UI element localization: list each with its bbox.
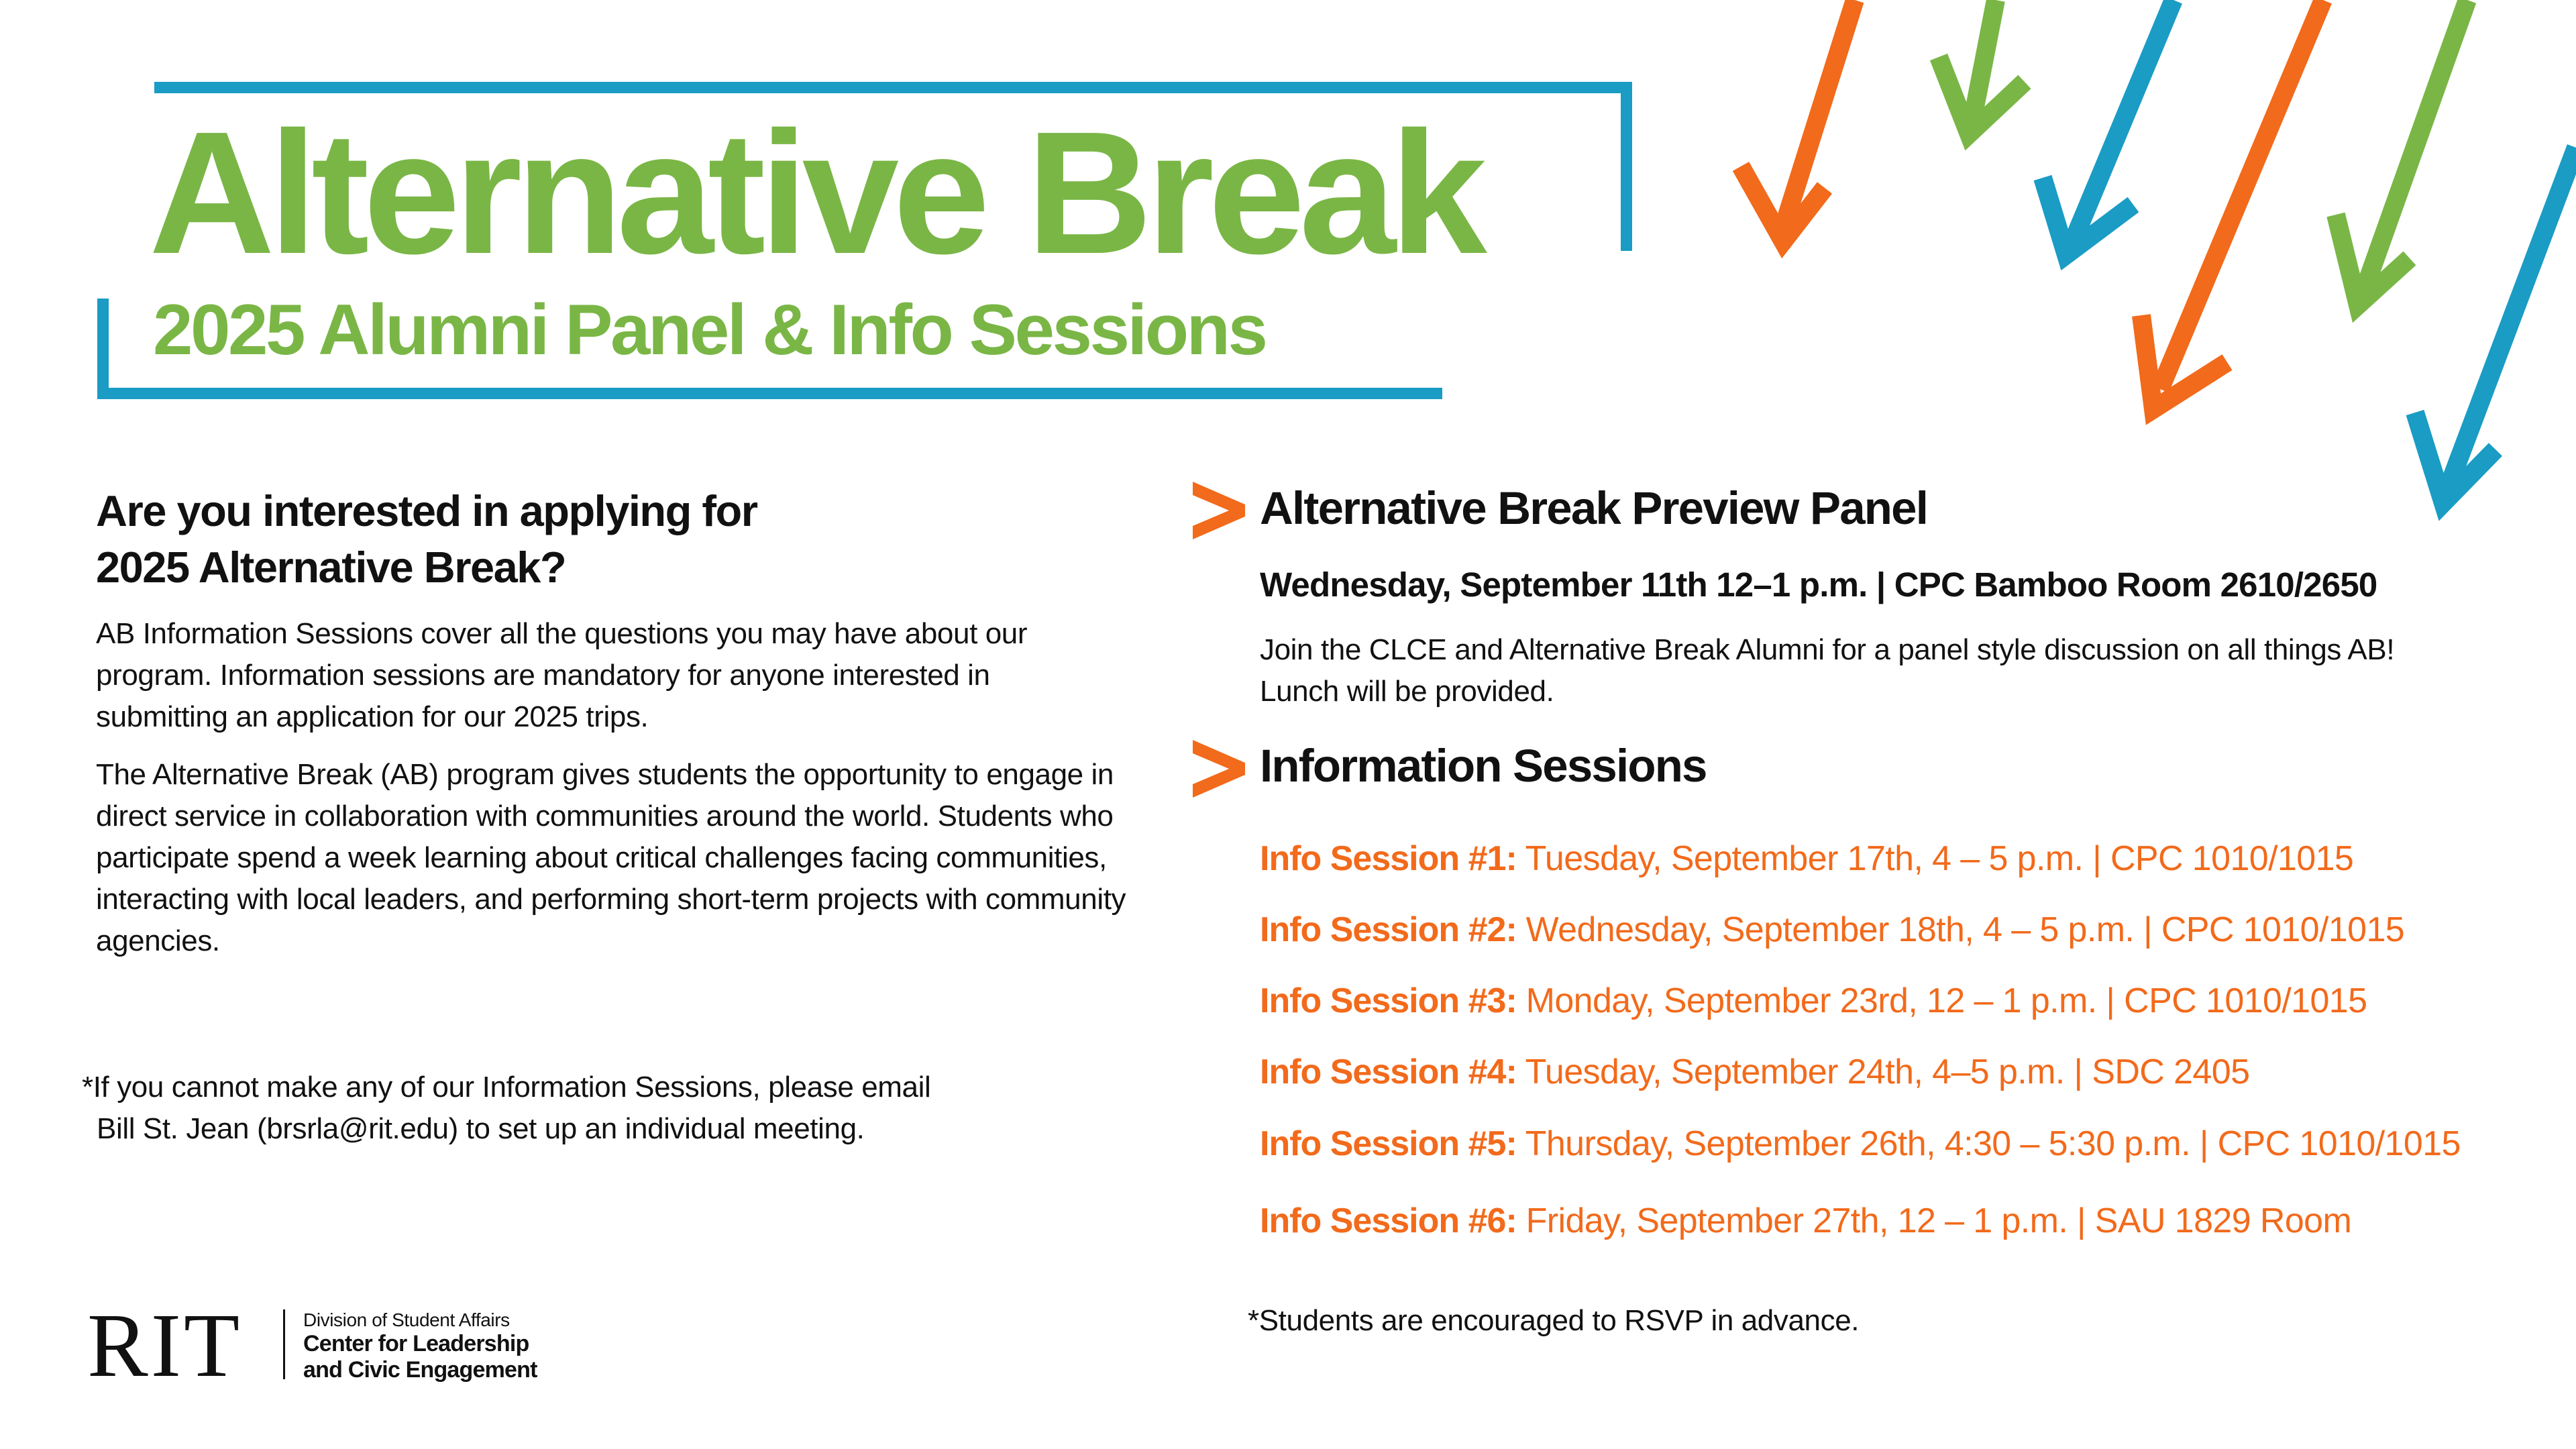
- header-frame-right: [1621, 82, 1632, 251]
- arrow-down-left-icon: [2336, 0, 2467, 305]
- rsvp-note: *Students are encouraged to RSVP in advance.: [1248, 1304, 1860, 1337]
- arrow-down-left-icon: [2141, 0, 2323, 409]
- session-label: Info Session #5:: [1260, 1124, 1517, 1163]
- session-details: Wednesday, September 18th, 4 – 5 p.m. | CPC 1010/1015: [1516, 910, 2405, 949]
- session-label: Info Session #3:: [1260, 981, 1517, 1020]
- session-details: Friday, September 27th, 12 – 1 p.m. | SAU 1829 Room: [1516, 1201, 2352, 1240]
- session-label: Info Session #1:: [1260, 839, 1517, 878]
- department-name: [303, 1309, 537, 1383]
- logo-divider: [283, 1309, 285, 1379]
- interest-question-line1: Are you interested in applying for: [96, 486, 757, 535]
- info-session-item: [1260, 1126, 2461, 1161]
- department-division: Division of Student Affairs: [303, 1309, 510, 1330]
- department-line2: Center for Leadership: [303, 1331, 529, 1356]
- session-label: Info Session #4:: [1260, 1053, 1517, 1091]
- individual-meeting-note: [82, 1067, 1115, 1150]
- session-details: Tuesday, September 24th, 4–5 p.m. | SDC 2405: [1516, 1053, 2250, 1091]
- header-frame-bottom: [97, 388, 1442, 399]
- note-line2: Bill St. Jean (brsrla@rit.edu) to set up an individual meeting.: [97, 1112, 865, 1145]
- arrow-down-left-icon: [2043, 0, 2174, 255]
- preview-panel-when: Wednesday, September 11th 12–1 p.m. | CPC Bamboo Room 2610/2650: [1260, 566, 2377, 604]
- interest-question: [96, 483, 1102, 596]
- info-session-item: [1260, 1055, 2249, 1089]
- chevron-right-icon: [1187, 476, 1254, 543]
- session-details: Tuesday, September 17th, 4 – 5 p.m. | CPC 1010/1015: [1516, 839, 2354, 878]
- info-sessions-heading: Information Sessions: [1260, 740, 1707, 792]
- preview-desc-line1: Join the CLCE and Alternative Break Alumni for a panel style discussion on all things AB!: [1260, 633, 2395, 666]
- department-line3: and Civic Engagement: [303, 1357, 537, 1383]
- rit-logo: RIT: [87, 1295, 243, 1396]
- arrow-down-left-icon: [1741, 0, 1855, 241]
- info-session-item: [1260, 1203, 2351, 1238]
- decorative-arrows: [1717, 0, 2576, 537]
- info-session-item: [1260, 841, 2353, 876]
- header-frame-top: [154, 82, 1632, 93]
- info-sessions-paragraph: AB Information Sessions cover all the questions you may have about our program. Information sessions are mandatory for anyone interested in submitting an application for our 2025 trips.: [96, 617, 1028, 733]
- info-session-item: [1260, 983, 2367, 1018]
- info-session-item: [1260, 912, 2404, 947]
- session-details: Thursday, September 26th, 4:30 – 5:30 p.m. | CPC 1010/1015: [1516, 1124, 2461, 1163]
- page-title: Alternative Break: [149, 96, 1481, 290]
- chevron-right-icon: [1187, 735, 1254, 802]
- preview-desc-line2: Lunch will be provided.: [1260, 675, 1554, 708]
- arrow-down-left-icon: [1939, 0, 2025, 134]
- program-description-paragraph: The Alternative Break (AB) program gives students the opportunity to engage in direct service in collaboration with communities around the world. Students who participate spend a week learning about critical challenges facing communities, interacting with local leaders, and performing short-term projects with community agencies.: [96, 758, 1126, 957]
- page-subtitle: 2025 Alumni Panel & Info Sessions: [153, 289, 1266, 370]
- preview-panel-heading: Alternative Break Preview Panel: [1260, 482, 1928, 534]
- note-line1: *If you cannot make any of our Information Sessions, please email: [82, 1071, 931, 1104]
- preview-panel-description: [1260, 629, 2521, 712]
- session-label: Info Session #6:: [1260, 1201, 1517, 1240]
- arrow-down-left-icon: [2415, 148, 2576, 503]
- interest-question-line2: 2025 Alternative Break?: [96, 543, 566, 592]
- session-details: Monday, September 23rd, 12 – 1 p.m. | CPC 1010/1015: [1516, 981, 2367, 1020]
- session-label: Info Session #2:: [1260, 910, 1517, 949]
- header-frame-left: [97, 299, 109, 399]
